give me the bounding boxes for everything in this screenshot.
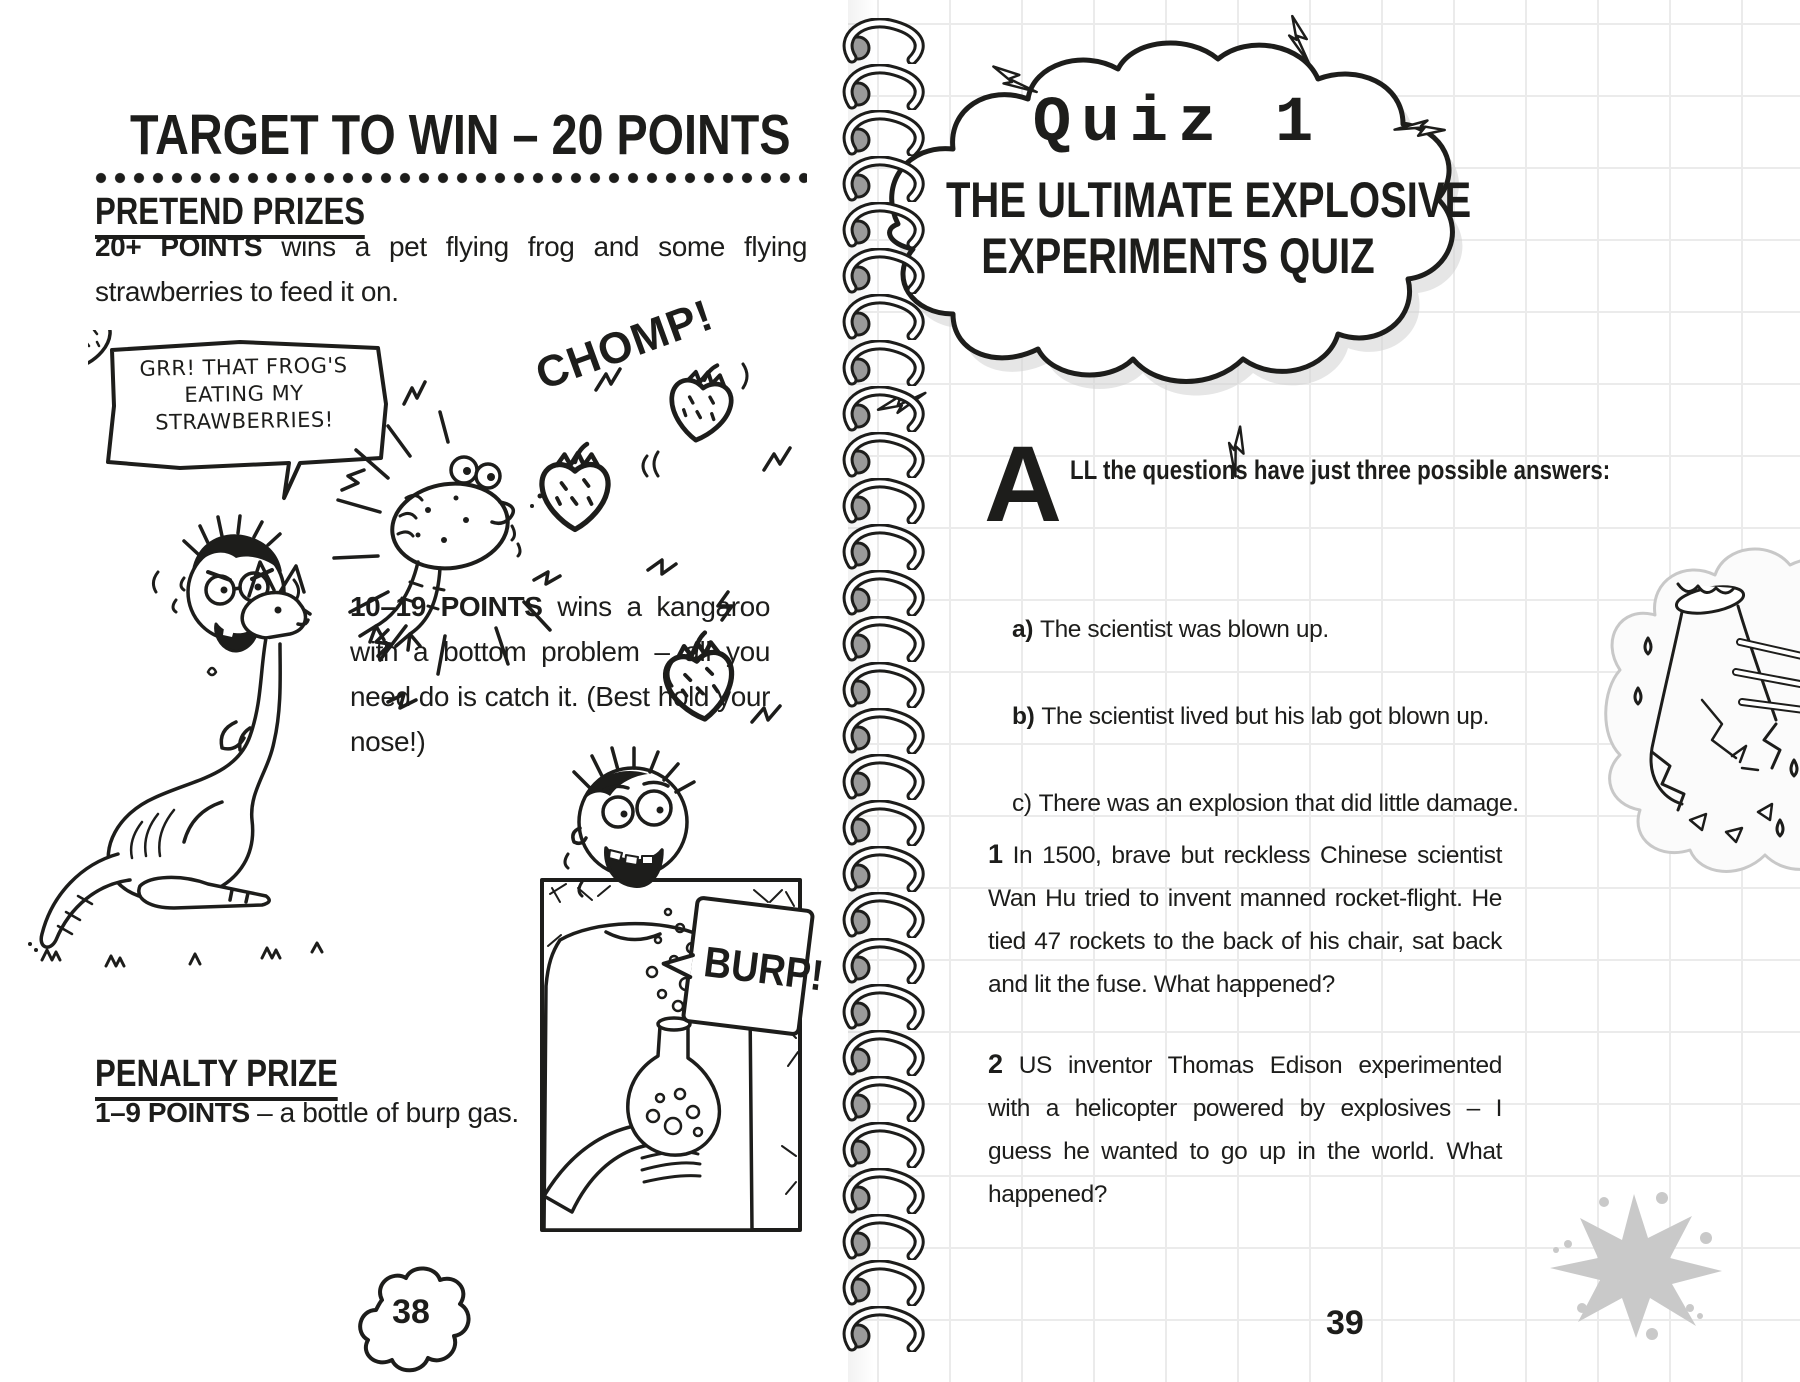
penalty-text: – a bottle of burp gas. bbox=[249, 1097, 519, 1128]
dotted-divider bbox=[95, 172, 807, 185]
chomp-text: CHOMP! bbox=[529, 290, 720, 400]
spiral-coil bbox=[836, 1168, 936, 1214]
spiral-coil bbox=[836, 570, 936, 616]
spiral-coil bbox=[836, 1260, 936, 1306]
spiral-coil bbox=[836, 1076, 936, 1122]
option-b-marker: b) bbox=[1012, 703, 1035, 730]
quiz-heading bbox=[888, 86, 1472, 284]
prize-10-points: 10–19 POINTS bbox=[350, 591, 543, 622]
quiz-title-line1: THE ULTIMATE EXPLOSIVE bbox=[946, 172, 1472, 228]
option-b bbox=[1012, 703, 1489, 731]
right-page bbox=[848, 0, 1800, 1382]
quiz-title-line2: EXPERIMENTS QUIZ bbox=[981, 228, 1375, 284]
page-number-right: 39 bbox=[1326, 1304, 1364, 1342]
star-splat bbox=[1534, 1186, 1734, 1341]
spiral-coil bbox=[836, 800, 936, 846]
spiral-coil bbox=[836, 248, 936, 294]
option-c-marker: c) bbox=[1012, 790, 1032, 817]
spiral-coil bbox=[836, 294, 936, 340]
prize-10-text: wins a kangaroo with a bottom problem – all you need do is catch it. (Best hold your nose!) bbox=[350, 591, 770, 757]
option-a-text: The scientist was blown up. bbox=[1040, 616, 1329, 643]
spiral-coil bbox=[836, 386, 936, 432]
spiral-coil bbox=[836, 202, 936, 248]
spiral-coil bbox=[836, 662, 936, 708]
intro-paragraph bbox=[984, 423, 1713, 544]
quiz-number: Quiz 1 bbox=[1032, 88, 1324, 160]
penalty-paragraph bbox=[95, 1090, 735, 1135]
option-a bbox=[1012, 616, 1329, 644]
speech-bubble-text: GRR! THAT FROG'S EATING MY STRAWBERRIES! bbox=[139, 353, 348, 435]
option-a-marker: a) bbox=[1012, 616, 1033, 643]
spiral-coil bbox=[836, 340, 936, 386]
question-2-number: 2 bbox=[988, 1049, 1003, 1079]
intro-text: LL the questions have just three possible answers: bbox=[1070, 455, 1611, 485]
spiral-coil bbox=[836, 984, 936, 1030]
spiral-coil bbox=[836, 478, 936, 524]
spiral-coil bbox=[836, 18, 936, 64]
question-1 bbox=[988, 833, 1502, 1006]
spiral-coil bbox=[836, 1306, 936, 1352]
dropcap: A bbox=[984, 423, 1062, 544]
left-page bbox=[0, 0, 848, 1382]
page-number-left: 38 bbox=[392, 1293, 430, 1331]
penalty-points: 1–9 POINTS bbox=[95, 1097, 250, 1128]
prize-20-points: 20+ POINTS bbox=[95, 231, 263, 262]
spiral-coil bbox=[836, 1214, 936, 1260]
question-1-text: In 1500, brave but reckless Chinese scientist Wan Hu tried to invent manned rocket-flight. He tied 47 rockets to the back of his chair, sat back and lit the fuse. What happened? bbox=[988, 842, 1502, 998]
spiral-coil bbox=[836, 524, 936, 570]
spiral-coil bbox=[836, 64, 936, 110]
spiral-coil bbox=[836, 1030, 936, 1076]
spiral-coil bbox=[836, 432, 936, 478]
spiral-binding bbox=[836, 18, 936, 1352]
prize-20-text: wins a pet flying frog and some flying strawberries to feed it on. bbox=[95, 231, 807, 307]
spiral-coil bbox=[836, 846, 936, 892]
page-title: TARGET TO WIN – 20 POINTS bbox=[130, 103, 791, 167]
flask-illustration bbox=[1590, 520, 1800, 892]
spiral-coil bbox=[836, 892, 936, 938]
pretend-prizes-heading: PRETEND PRIZES bbox=[95, 192, 365, 239]
spiral-coil bbox=[836, 708, 936, 754]
penalty-prize-heading: PENALTY PRIZE bbox=[95, 1054, 338, 1101]
question-2-text: US inventor Thomas Edison experimented with a helicopter powered by explosives – I guess he wanted to go up in the world. What happened? bbox=[988, 1052, 1502, 1208]
spiral-coil bbox=[836, 110, 936, 156]
question-1-number: 1 bbox=[988, 839, 1003, 869]
spiral-coil bbox=[836, 616, 936, 662]
question-2 bbox=[988, 1043, 1502, 1216]
option-b-text: The scientist lived but his lab got blown up. bbox=[1041, 703, 1490, 730]
burp-text: BURP! bbox=[701, 938, 827, 1001]
spiral-coil bbox=[836, 754, 936, 800]
spiral-coil bbox=[836, 156, 936, 202]
spiral-coil bbox=[836, 938, 936, 984]
option-c-text: There was an explosion that did little damage. bbox=[1038, 790, 1519, 817]
option-c bbox=[1012, 790, 1519, 818]
bolt-icon bbox=[1285, 14, 1313, 66]
kangaroo-illustration bbox=[22, 552, 342, 982]
spiral-coil bbox=[836, 1122, 936, 1168]
